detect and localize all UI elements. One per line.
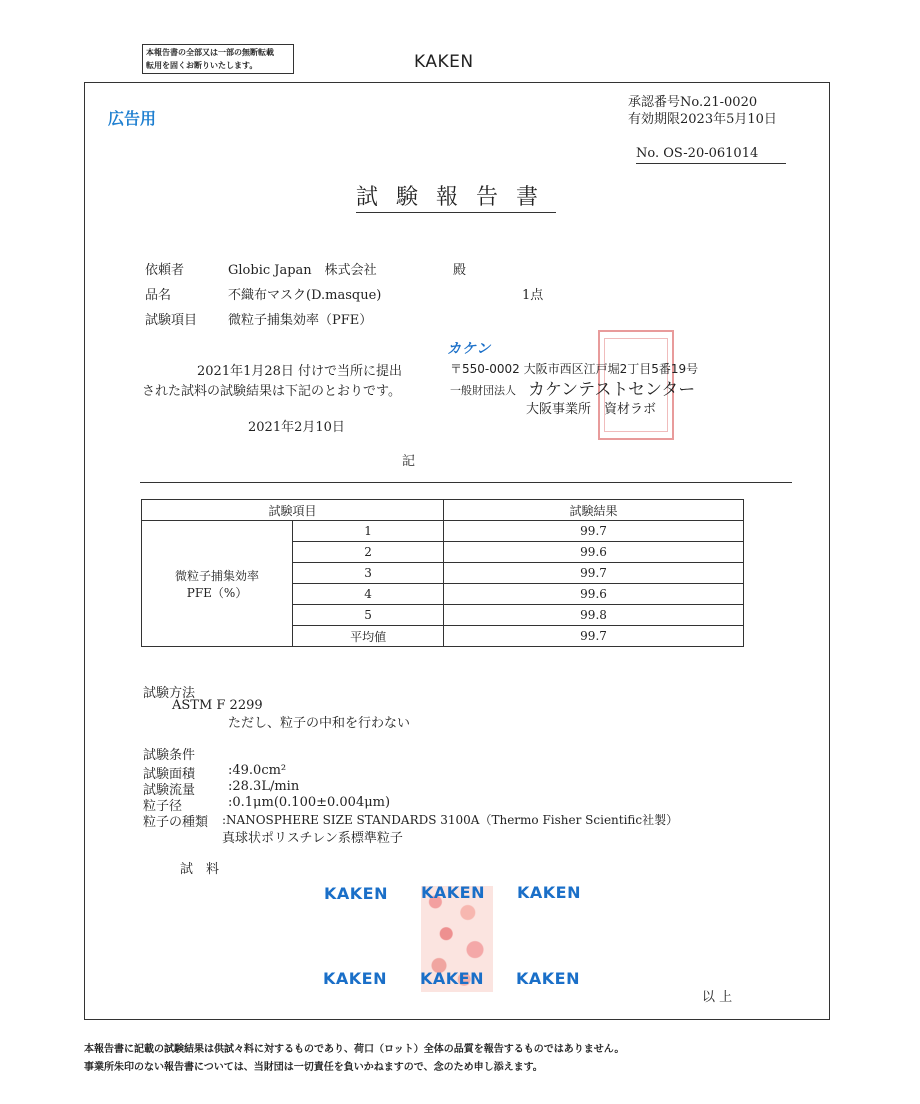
client-label: 依頼者 — [145, 263, 185, 278]
lab-department: 大阪事業所 資材ラボ — [526, 402, 657, 417]
trial-value: 99.6 — [444, 542, 744, 563]
sample-label: 試 料 — [180, 862, 220, 877]
lab-address: 〒550-0002 大阪市西区江戸堀2丁目5番19号 — [450, 362, 699, 376]
intro-line-1: 2021年1月28日 付けで当所に提出 — [197, 364, 403, 379]
watermark-text: KAKEN — [324, 884, 388, 903]
header-test-result: 試験結果 — [444, 500, 744, 521]
average-label: 平均値 — [293, 626, 444, 647]
row-label-line: 微粒子捕集効率 — [175, 568, 260, 583]
row-label — [142, 521, 293, 647]
approval-info — [628, 94, 777, 128]
notice-line: 本報告書の全部又は一部の無断転載 — [146, 48, 274, 57]
method-standard: ASTM F 2299 — [172, 698, 263, 713]
condition-label: 試験面積 — [143, 767, 196, 782]
average-value: 99.7 — [444, 626, 744, 647]
method-note: ただし、粒子の中和を行わない — [228, 716, 411, 731]
trial-value: 99.6 — [444, 584, 744, 605]
condition-value: :0.1μm(0.100±0.004μm) — [228, 795, 391, 810]
item-value: 不織布マスク(D.masque) — [228, 288, 382, 303]
trial-value: 99.7 — [444, 563, 744, 584]
issue-date: 2021年2月10日 — [248, 420, 345, 435]
footer-disclaimer: 本報告書に記載の試験結果は供試々料に対するものであり、荷口（ロット）全体の品質を報告するものではありません。 — [84, 1044, 625, 1055]
end-mark: 以 上 — [702, 990, 733, 1005]
approval-number: 承認番号No.21-0020 — [628, 95, 758, 110]
condition-label: 粒子の種類 — [143, 815, 209, 830]
condition-value: :49.0cm² — [228, 763, 287, 778]
reproduction-notice — [142, 44, 294, 74]
item-label: 品名 — [145, 288, 172, 303]
lab-logo: カケン — [447, 341, 492, 357]
watermark-text: KAKEN — [421, 883, 485, 902]
approval-valid-until: 有効期限2023年5月10日 — [628, 112, 777, 127]
notice-line: 転用を固くお断りいたします。 — [146, 61, 258, 70]
table-row — [142, 521, 744, 542]
section-divider — [140, 482, 792, 483]
trial-number: 4 — [293, 584, 444, 605]
condition-label: 試験流量 — [143, 783, 196, 798]
test-item-value: 微粒子捕集効率（PFE） — [228, 313, 373, 328]
trial-number: 5 — [293, 605, 444, 626]
condition-value: :28.3L/min — [228, 779, 300, 794]
client-value: Globic Japan 株式会社 — [228, 263, 377, 278]
item-quantity: 1点 — [522, 288, 544, 303]
condition-extra: 真球状ポリスチレン系標準粒子 — [222, 831, 403, 846]
trial-number: 2 — [293, 542, 444, 563]
conditions-title: 試験条件 — [143, 748, 196, 763]
header-test-item: 試験項目 — [142, 500, 444, 521]
intro-line-2: された試料の試験結果は下記のとおりです。 — [142, 384, 401, 399]
condition-value: :NANOSPHERE SIZE STANDARDS 3100A（Thermo Fisher Scientific社製） — [222, 813, 679, 827]
footer-disclaimer: 事業所朱印のない報告書については、当財団は一切責任を負いかねますので、念のため申し添えます。 — [84, 1062, 543, 1073]
test-item-label: 試験項目 — [145, 313, 198, 328]
watermark-text: KAKEN — [420, 969, 484, 988]
condition-label: 粒子径 — [143, 799, 183, 814]
trial-number: 1 — [293, 521, 444, 542]
row-label-line: PFE（%） — [186, 585, 248, 600]
watermark-text: KAKEN — [323, 969, 387, 988]
top-brand: KAKEN — [414, 52, 474, 72]
method-title: 試験方法 — [143, 686, 196, 701]
lab-org-name: カケンテストセンター — [528, 380, 696, 400]
watermark-text: KAKEN — [516, 969, 580, 988]
page-title: 試験報告書 — [356, 180, 556, 213]
results-table — [141, 499, 744, 647]
ki-mark: 記 — [402, 454, 416, 469]
lab-org-prefix: 一般財団法人 — [450, 384, 516, 397]
document-number: No. OS-20-061014 — [636, 146, 786, 164]
client-honorific: 殿 — [453, 263, 467, 278]
watermark-text: KAKEN — [517, 883, 581, 902]
trial-value: 99.7 — [444, 521, 744, 542]
trial-value: 99.8 — [444, 605, 744, 626]
trial-number: 3 — [293, 563, 444, 584]
ad-label: 広告用 — [108, 109, 157, 128]
